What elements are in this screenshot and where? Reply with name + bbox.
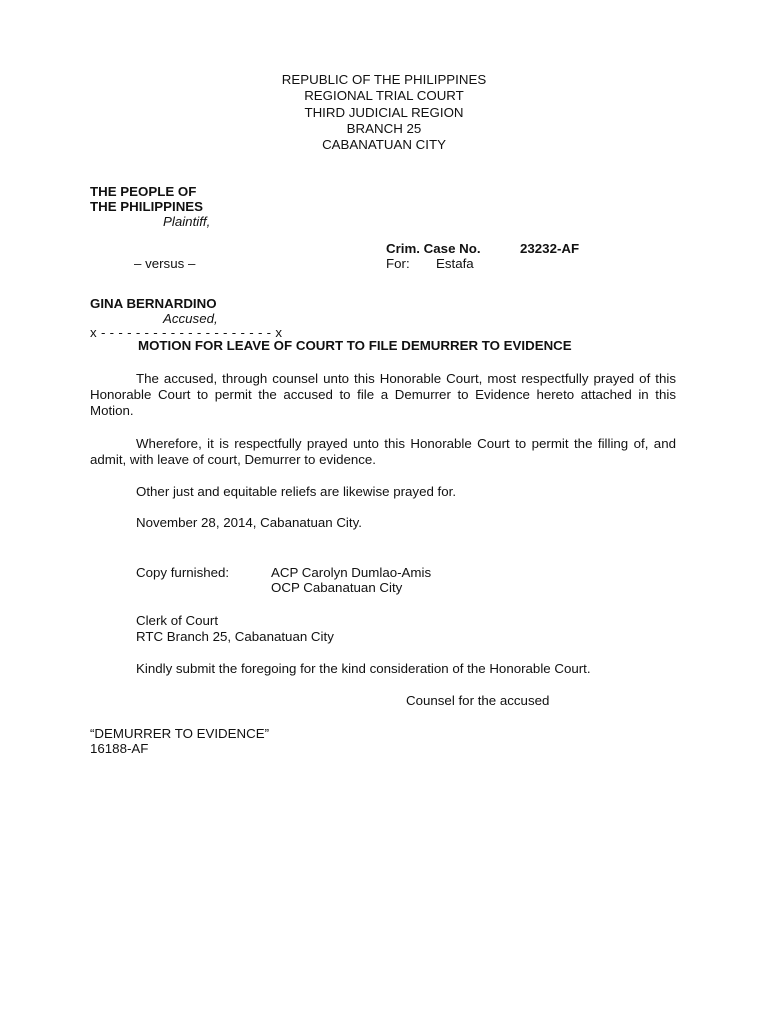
motion-title: MOTION FOR LEAVE OF COURT TO FILE DEMURRER TO EVIDENCE — [138, 338, 572, 353]
date-line: November 28, 2014, Cabanatuan City. — [136, 515, 362, 530]
copy-furnished-label: Copy furnished: — [136, 565, 230, 580]
counsel-signature-line: Counsel for the accused — [406, 693, 550, 708]
accused-name: GINA BERNARDINO — [90, 296, 217, 311]
footer-doc-title: “DEMURRER TO EVIDENCE” — [90, 726, 270, 741]
court-header — [0, 72, 768, 153]
clerk-line-1: Clerk of Court — [136, 613, 219, 628]
submit-line: Kindly submit the foregoing for the kind consideration of the Honorable Court. — [136, 661, 591, 676]
clerk-line-2: RTC Branch 25, Cabanatuan City — [136, 629, 334, 644]
case-number-label: Crim. Case No. — [386, 241, 481, 256]
for-label: For: — [386, 256, 410, 271]
footer-doc-code: 16188-AF — [90, 741, 149, 756]
versus-text: – versus – — [134, 256, 196, 271]
header-line-city: CABANATUAN CITY — [322, 137, 446, 153]
plaintiff-role: Plaintiff, — [163, 214, 211, 229]
for-value: Estafa — [436, 256, 474, 271]
plaintiff-name-line2: THE PHILIPPINES — [90, 199, 204, 214]
copy-recipient-2: OCP Cabanatuan City — [271, 580, 403, 595]
header-line-region: THIRD JUDICIAL REGION — [304, 104, 464, 120]
header-line-court: REGIONAL TRIAL COURT — [304, 88, 464, 104]
plaintiff-name-line1: THE PEOPLE OF — [90, 184, 197, 199]
body-paragraph-1: The accused, through counsel unto this Honorable Court, most respectfully prayed of this Honorable Court to permit the accused to file a Demurrer to Evidence hereto attached in this Motion. — [90, 371, 676, 418]
copy-recipient-1: ACP Carolyn Dumlao-Amis — [271, 565, 432, 580]
header-line-branch: BRANCH 25 — [346, 120, 422, 136]
body-paragraph-2: Wherefore, it is respectfully prayed unto this Honorable Court to permit the filling of, and admit, with leave of court, Demurrer to evidence. — [90, 436, 676, 467]
body-paragraph-3: Other just and equitable reliefs are likewise prayed for. — [136, 484, 457, 499]
case-number-value: 23232-AF — [520, 241, 580, 256]
caption-divider: x - - - - - - - - - - - - - - - - - - - - x — [90, 325, 283, 340]
header-line-republic: REPUBLIC OF THE PHILIPPINES — [281, 72, 487, 87]
accused-role: Accused, — [163, 311, 218, 326]
